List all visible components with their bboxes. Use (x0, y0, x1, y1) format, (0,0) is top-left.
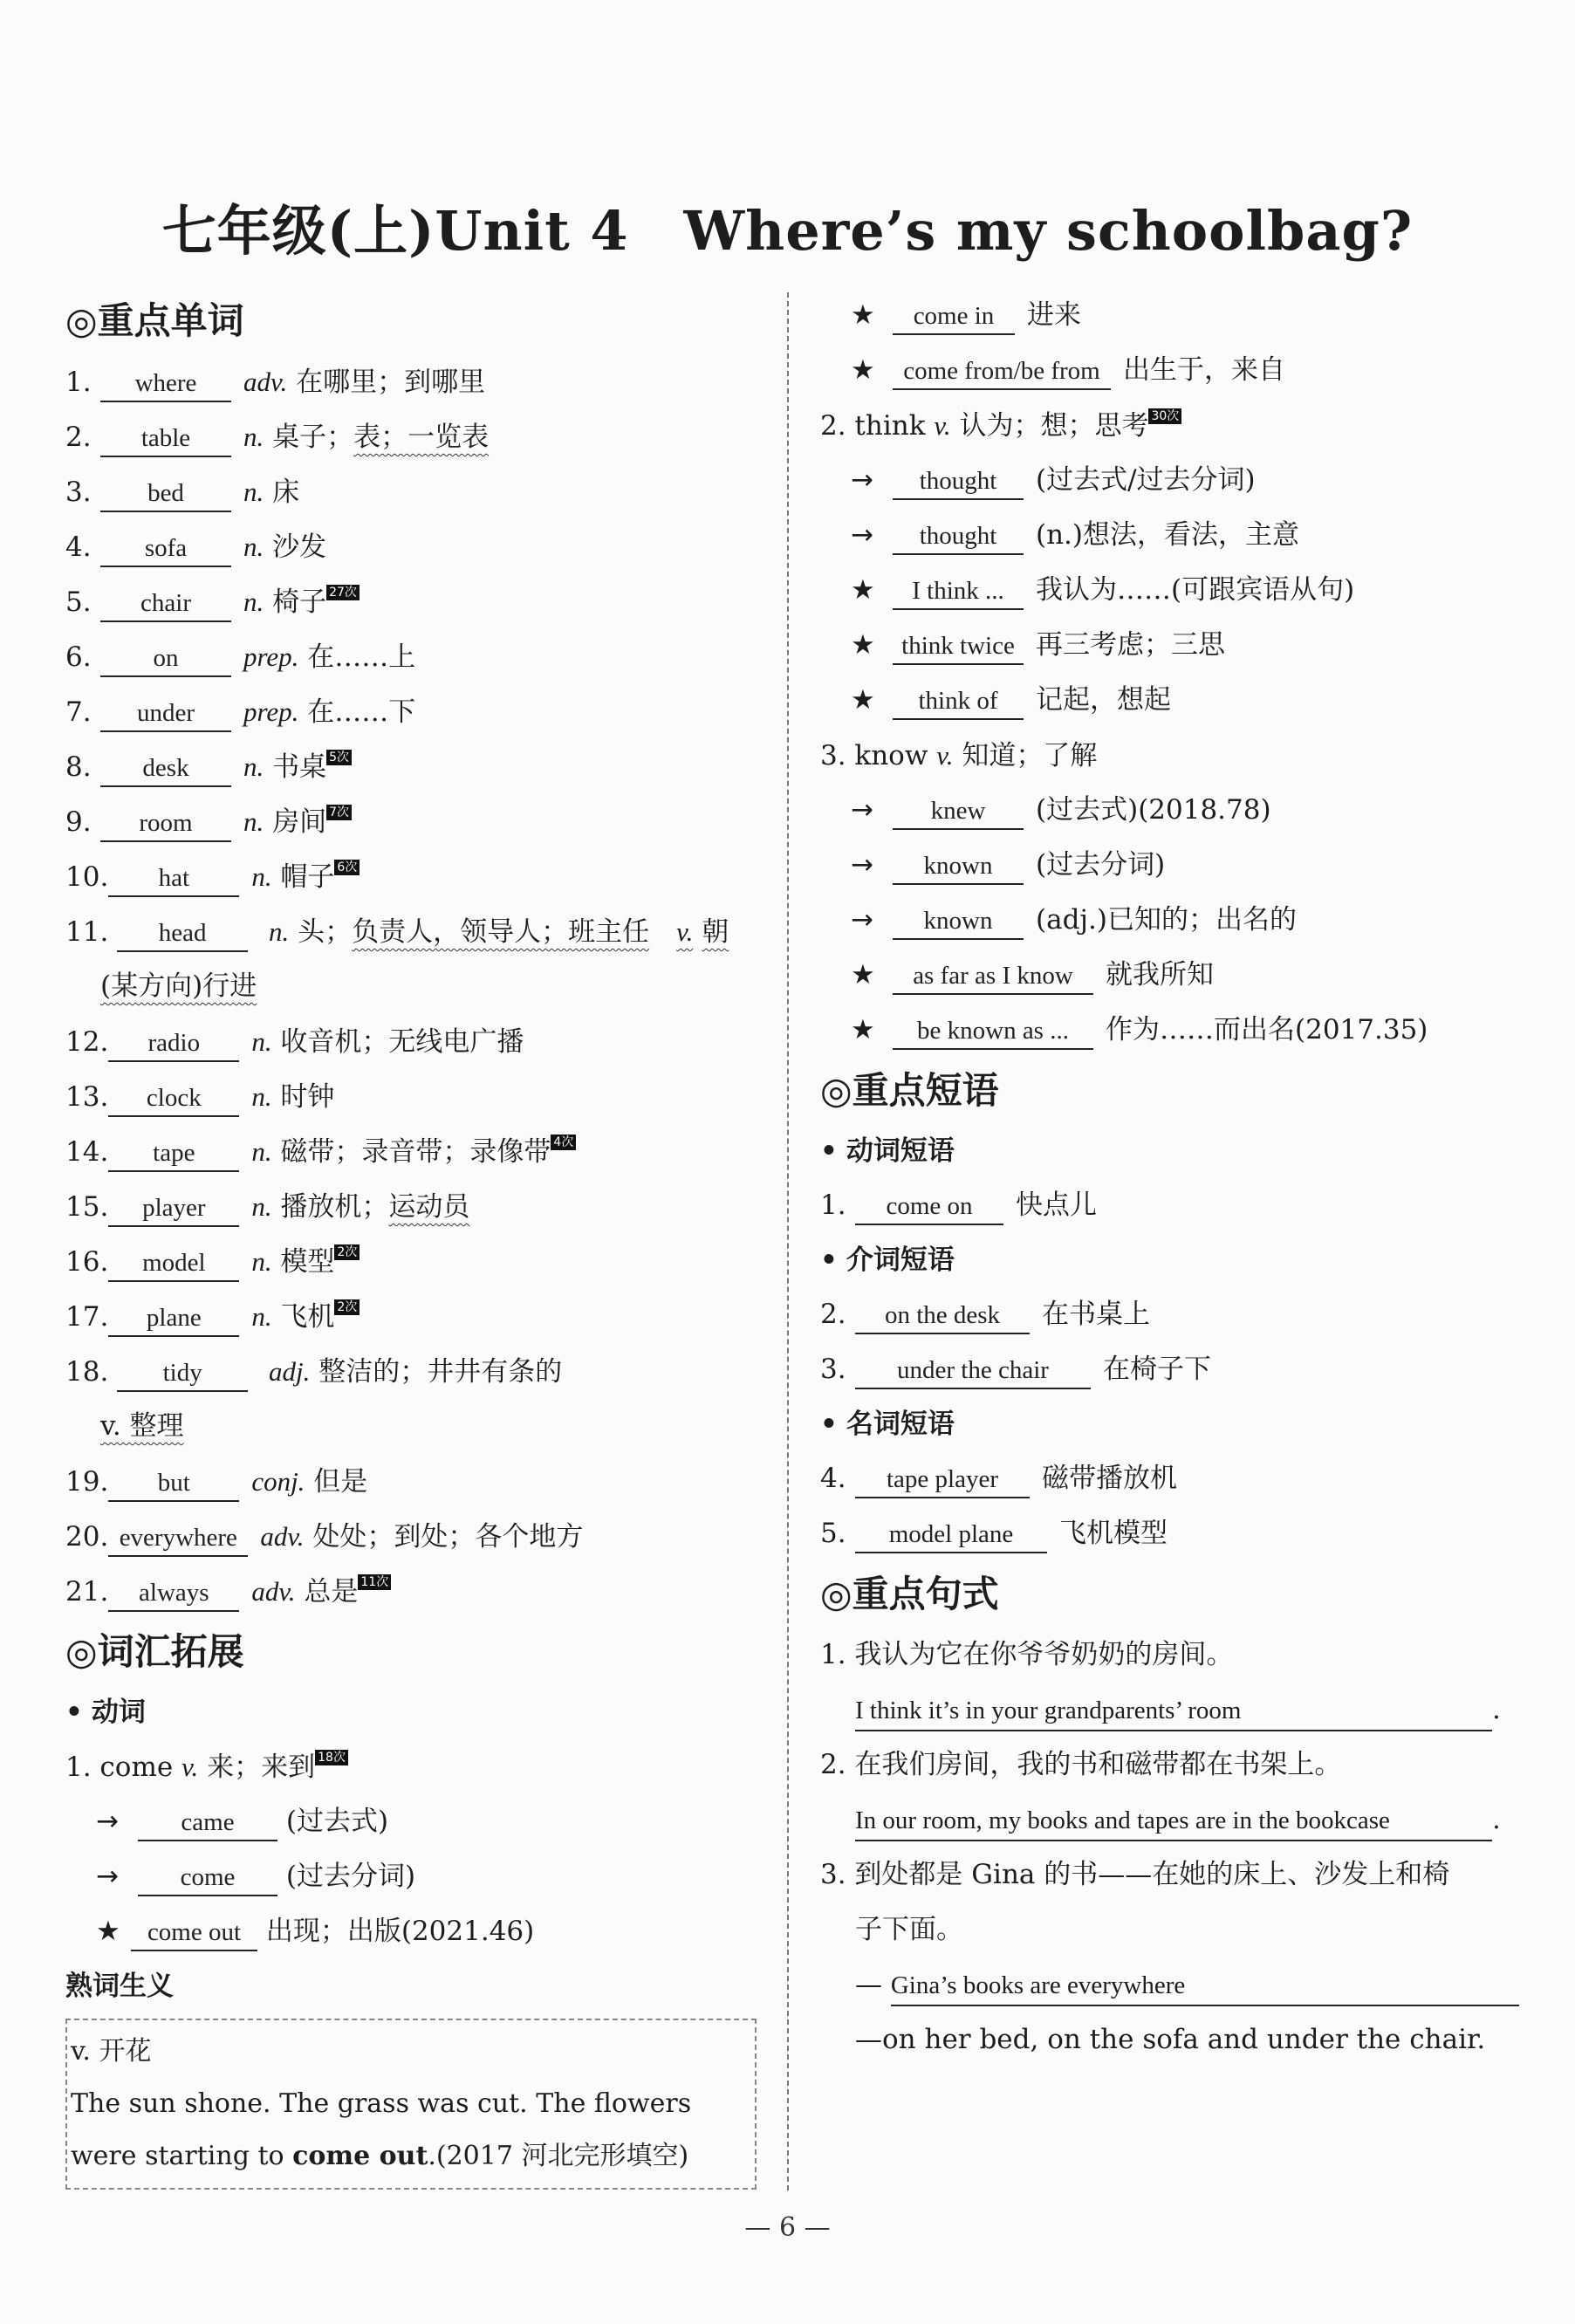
section-vocab-expansion: ◎词汇拓展 (65, 1630, 244, 1673)
know-rows (820, 783, 1518, 1058)
word-item: 12. radio n. 收音机；无线电广播 (65, 1014, 764, 1069)
star-icon: ★ (851, 299, 875, 331)
answer-blank: hat (108, 860, 239, 897)
frequency-tag: 5次 (326, 750, 352, 765)
word-item: 2. table n. 桌子；表；一览表 (65, 409, 764, 464)
answer-blank: model (108, 1245, 239, 1282)
word-item: 3. bed n. 床 (65, 464, 764, 519)
star-icon: ★ (851, 354, 875, 386)
come-past: → came (过去式) (65, 1794, 764, 1849)
word-item: 10. hat n. 帽子 6次 (65, 849, 764, 904)
sub-heading-verb: • 动词 (65, 1697, 146, 1728)
word-item: 5. chair n. 椅子 27次 (65, 574, 764, 629)
expansion-item: ★ think of 记起，想起 (820, 673, 1518, 728)
expansion-item: ★ think twice 再三考虑；三思 (820, 618, 1518, 673)
answer-blank: be known as ... (893, 1013, 1093, 1050)
sentence-question: 1. 我认为它在你爷爷奶奶的房间。 (820, 1639, 1234, 1670)
star-icon: ★ (96, 1916, 120, 1947)
think-rows (820, 453, 1518, 728)
word-item: 7. under prep. 在……下 (65, 684, 764, 739)
frequency-tag: 7次 (326, 805, 352, 820)
word-item-continued: v. 整理 (100, 1410, 184, 1442)
answer-blank: head (117, 915, 248, 952)
answer-blank: as far as I know (893, 958, 1093, 995)
come-pp: → come (过去分词) (65, 1849, 764, 1904)
word-item: 21. always adv. 总是 11次 (65, 1564, 764, 1619)
word-item: 4. sofa n. 沙发 (65, 519, 764, 574)
answer-blank: tape (108, 1135, 239, 1172)
page-number: — 6 — (744, 2212, 831, 2243)
come-phrases (820, 288, 1518, 398)
word-item: 6. on prep. 在……上 (65, 629, 764, 684)
answer-blank: everywhere (108, 1520, 248, 1557)
expansion-item: → known (过去分词) (820, 838, 1518, 893)
answer-blank: player (108, 1190, 239, 1227)
frequency-tag: 18次 (315, 1750, 348, 1765)
familiar-word-heading: 熟词生义 (65, 1971, 174, 2002)
frequency-tag: 27次 (326, 585, 360, 600)
sub-heading-prep-phrases: • 介词短语 (820, 1244, 955, 1276)
frequency-tag: 2次 (334, 1244, 360, 1260)
expansion-item: → known (adj.)已知的；出名的 (820, 893, 1518, 948)
frequency-tag: 11次 (358, 1574, 391, 1590)
expansion-item: ★ I think ... 我认为……(可跟宾语从句) (820, 563, 1518, 618)
phrase-item: 4. tape player 磁带播放机 (820, 1451, 1518, 1506)
column-divider (787, 292, 789, 2190)
expansion-item: ★ as far as I know 就我所知 (820, 948, 1518, 1003)
frequency-tag: 4次 (551, 1135, 576, 1150)
word-item: 18. tidy adj. 整洁的；井井有条的 (65, 1344, 764, 1399)
answer-blank: where (100, 366, 231, 402)
word-item: 11. head n. 头；负责人，领导人；班主任 v. 朝 (65, 904, 764, 959)
answer-blank: sofa (100, 531, 231, 567)
arrow-icon: → (851, 464, 873, 496)
expansion-item: ★ come from/be from 出生于，来自 (820, 343, 1518, 398)
answer-blank: I think ... (893, 573, 1024, 610)
answer-blank: think twice (893, 628, 1024, 665)
expansion-item: → thought (n.)想法，看法，主意 (820, 508, 1518, 563)
sentence-question: 3. 到处都是 Gina 的书——在她的床上、沙发上和椅 (820, 1859, 1450, 1890)
example-box: v. 开花 The sun shone. The grass was cut. The flowers were starting to come out.(2017 河北完形填空) (65, 2019, 757, 2190)
word-list-2 (65, 1014, 764, 1344)
sentence-tail: —on her bed, on the sofa and under the chair. (855, 2024, 1486, 2055)
sentence-answer-row: I think it’s in your grandparents’ room . (820, 1683, 1518, 1738)
star-icon: ★ (851, 574, 875, 606)
expansion-item: ★ be known as ... 作为……而出名(2017.35) (820, 1003, 1518, 1058)
word-item: 1. where adv. 在哪里；到哪里 (65, 354, 764, 409)
arrow-icon: → (96, 1806, 119, 1837)
word-item: 20. everywhere adv. 处处；到处；各个地方 (65, 1509, 764, 1564)
arrow-icon: → (96, 1861, 119, 1892)
word-list-1 (65, 354, 764, 904)
star-icon: ★ (851, 1014, 875, 1045)
know-entry: 3. know v. 知道；了解 (820, 740, 1098, 771)
star-icon: ★ (851, 959, 875, 991)
sub-heading-noun-phrases: • 名词短语 (820, 1409, 955, 1440)
arrow-icon: → (851, 519, 873, 551)
come-entry: 1. come v. 来；来到 18次 (65, 1739, 764, 1794)
word-item-continued: (某方向)行进 (100, 970, 257, 1002)
word-item: 17. plane n. 飞机 2次 (65, 1289, 764, 1344)
answer-blank: under (100, 696, 231, 732)
word-item: 16. model n. 模型 2次 (65, 1234, 764, 1289)
word-item: 14. tape n. 磁带；录音带；录像带 4次 (65, 1124, 764, 1179)
think-entry: 2. think v. 认为；想；思考 30次 (820, 398, 1518, 453)
answer-blank: chair (100, 586, 231, 622)
page-title: 七年级(上)Unit 4 Where’s my schoolbag? (161, 199, 1414, 263)
answer-blank: think of (893, 683, 1024, 720)
word-list-3 (65, 1454, 764, 1619)
expansion-item: → thought (过去式/过去分词) (820, 453, 1518, 508)
answer-blank: room (100, 806, 231, 842)
answer-blank: come from/be from (893, 353, 1111, 390)
phrase-item: 3. under the chair 在椅子下 (820, 1342, 1518, 1397)
answer-blank: knew (893, 793, 1024, 830)
arrow-icon: → (851, 849, 873, 881)
left-column (65, 288, 764, 2190)
star-icon: ★ (851, 684, 875, 716)
sentence-question-continued: 子下面。 (855, 1914, 963, 1945)
frequency-tag: 6次 (334, 860, 360, 875)
answer-blank: thought (893, 518, 1024, 555)
section-key-phrases: ◎重点短语 (820, 1069, 999, 1112)
frequency-tag: 30次 (1148, 408, 1181, 424)
expansion-item: ★ come in 进来 (820, 288, 1518, 343)
section-key-words: ◎重点单词 (65, 299, 244, 342)
answer-blank: bed (100, 476, 231, 512)
frequency-tag: 2次 (334, 1299, 360, 1315)
star-icon: ★ (851, 629, 875, 661)
answer-blank: table (100, 421, 231, 457)
answer-blank: clock (108, 1080, 239, 1117)
answer-blank: tidy (117, 1355, 248, 1392)
sentence-answer-row: In our room, my books and tapes are in the bookcase . (820, 1793, 1518, 1848)
phrase-item: 2. on the desk 在书桌上 (820, 1287, 1518, 1342)
answer-blank: radio (108, 1025, 239, 1062)
sentence-question: 2. 在我们房间，我的书和磁带都在书架上。 (820, 1749, 1342, 1780)
answer-blank: known (893, 848, 1024, 885)
word-item: 8. desk n. 书桌 5次 (65, 739, 764, 794)
answer-blank: plane (108, 1300, 239, 1337)
section-key-sentences: ◎重点句式 (820, 1573, 999, 1615)
word-item: 13. clock n. 时钟 (65, 1069, 764, 1124)
answer-blank: always (108, 1575, 239, 1612)
answer-blank: known (893, 903, 1024, 940)
word-item: 19. but conj. 但是 (65, 1454, 764, 1509)
arrow-icon: → (851, 794, 873, 826)
answer-blank: come in (893, 298, 1015, 335)
phrase-item: 1. come on 快点儿 (820, 1178, 1518, 1233)
answer-blank: but (108, 1465, 239, 1502)
sentence-answer-row: — Gina’s books are everywhere (820, 1957, 1518, 2012)
word-item: 9. room n. 房间 7次 (65, 794, 764, 849)
come-phrase: ★ come out 出现；出版(2021.46) (65, 1904, 764, 1959)
answer-blank: desk (100, 751, 231, 787)
expansion-item: → knew (过去式)(2018.78) (820, 783, 1518, 838)
sub-heading-verb-phrases: • 动词短语 (820, 1135, 955, 1167)
word-item: 15. player n. 播放机；运动员 (65, 1179, 764, 1234)
answer-blank: on (100, 641, 231, 677)
answer-blank: thought (893, 463, 1024, 500)
phrase-item: 5. model plane 飞机模型 (820, 1506, 1518, 1561)
right-column (820, 288, 1518, 2067)
arrow-icon: → (851, 904, 873, 936)
